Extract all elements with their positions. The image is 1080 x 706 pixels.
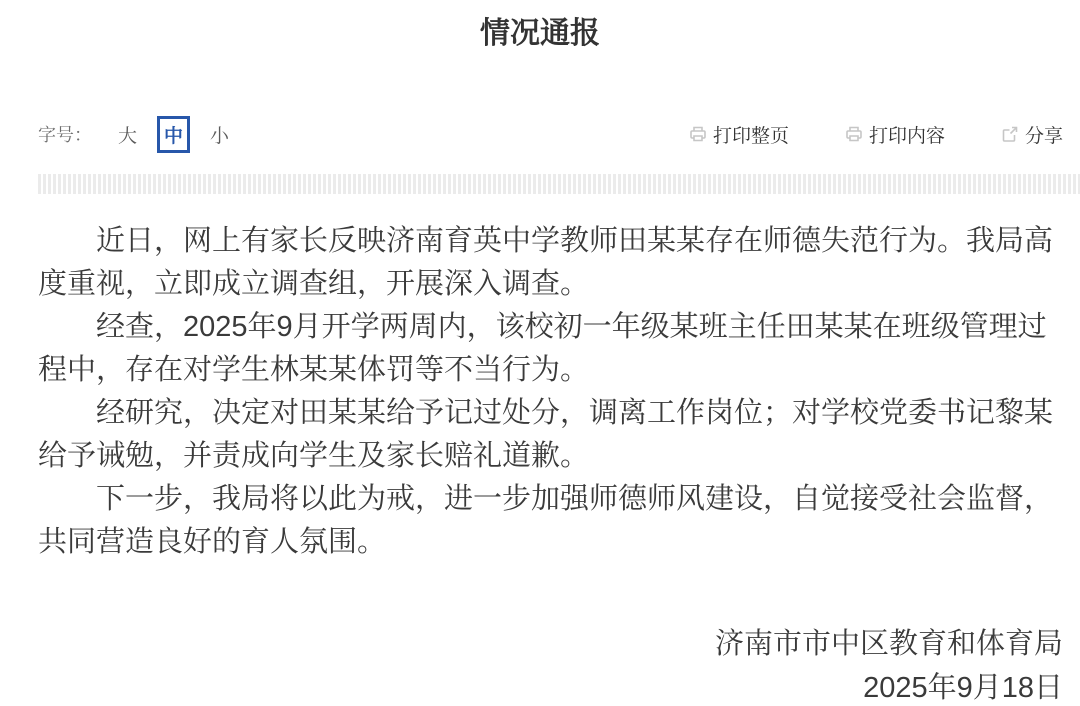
font-size-medium-button[interactable]: 中 — [157, 116, 190, 153]
notice-page — [0, 8, 1080, 706]
font-size-small-button[interactable]: 小 — [204, 118, 235, 151]
toolbar — [38, 114, 1063, 154]
print-full-page-button[interactable] — [689, 121, 789, 148]
striped-divider — [38, 174, 1080, 194]
signature-org: 济南市市中区教育和体育局 — [714, 628, 1063, 660]
signature-date: 2025年9月18日 — [863, 672, 1063, 704]
paragraph-2: 经查，2025年9月开学两周内，该校初一年级某班主任田某某在班级管理过程中，存在对学生林某某体罚等不当行为。 — [38, 311, 1047, 386]
notice-body — [38, 220, 1063, 706]
font-size-large-button[interactable]: 大 — [112, 118, 143, 151]
printer-icon — [689, 125, 707, 143]
printer-icon — [845, 125, 863, 143]
paragraph-1: 近日，网上有家长反映济南育英中学教师田某某存在师德失范行为。我局高度重视，立即成立调查组，开展深入调查。 — [38, 225, 1054, 300]
paragraph-4: 下一步，我局将以此为戒，进一步加强师德师风建设，自觉接受社会监督，共同营造良好的育人氛围。 — [38, 483, 1054, 558]
print-content-label: 打印内容 — [868, 125, 945, 147]
paragraph-3: 经研究，决定对田某某给予记过处分，调离工作岗位；对学校党委书记黎某给予诫勉，并责成向学生及家长赔礼道歉。 — [38, 397, 1054, 472]
share-icon — [1001, 125, 1019, 143]
print-full-page-label: 打印整页 — [712, 125, 789, 147]
share-label: 分享 — [1024, 125, 1063, 147]
share-button[interactable] — [1001, 121, 1063, 148]
signature-block — [38, 622, 1063, 706]
toolbar-actions — [689, 121, 1063, 148]
font-size-label: 字号： — [38, 125, 92, 145]
print-content-button[interactable] — [845, 121, 945, 148]
font-size-selector — [38, 116, 249, 153]
page-title: 情况通报 — [480, 17, 600, 50]
